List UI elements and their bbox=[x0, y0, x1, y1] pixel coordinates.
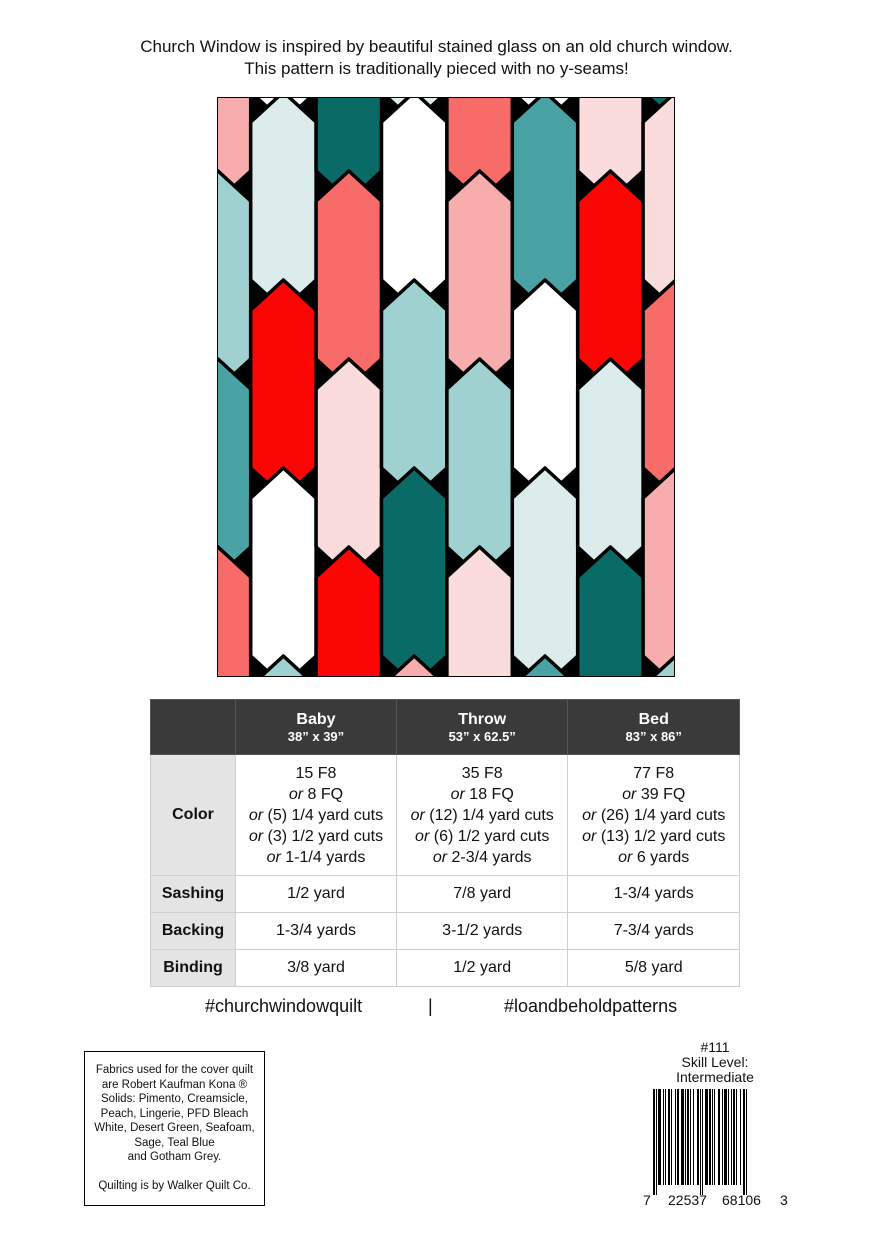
cell-line: or 6 yards bbox=[618, 848, 690, 866]
barcode-digit-group: 3 bbox=[780, 1192, 788, 1208]
row-label-binding: Binding bbox=[151, 950, 236, 987]
barcode-bar bbox=[728, 1089, 729, 1185]
hexagon-patch bbox=[316, 547, 381, 677]
intro-text bbox=[0, 36, 873, 80]
barcode-bar bbox=[722, 1089, 723, 1185]
fabric-line: Peach, Lingerie, PFD Bleach bbox=[100, 1107, 249, 1120]
barcode-bar bbox=[700, 1089, 701, 1195]
row-label-color: Color bbox=[151, 755, 236, 876]
barcode-bar bbox=[736, 1089, 737, 1185]
fabric-line: and Gotham Grey. bbox=[127, 1151, 222, 1163]
barcode-bar bbox=[677, 1089, 679, 1185]
table-row-sashing bbox=[151, 876, 740, 913]
barcode-bar bbox=[658, 1089, 661, 1185]
row-label-sashing: Sashing bbox=[151, 876, 236, 913]
hexagon-patch bbox=[643, 468, 675, 677]
cell-line: or 8 FQ bbox=[288, 785, 344, 803]
yardage-table bbox=[150, 699, 740, 987]
hexagon-patch bbox=[512, 98, 577, 310]
barcode-bar bbox=[724, 1089, 727, 1185]
hexagon-patch bbox=[316, 171, 381, 389]
barcode-bar bbox=[709, 1089, 711, 1185]
header-bed bbox=[568, 700, 740, 755]
header-baby bbox=[236, 700, 397, 755]
barcode-bar bbox=[702, 1089, 703, 1195]
cell-line: or 39 FQ bbox=[622, 785, 686, 803]
fabric-line: White, Desert Green, Seafoam, bbox=[94, 1122, 255, 1134]
table-cell: 7/8 yard bbox=[396, 876, 568, 913]
barcode-digit-group: 22537 bbox=[668, 1192, 707, 1208]
fabric-note-box bbox=[84, 1051, 265, 1206]
size-name: Throw bbox=[458, 711, 507, 728]
table-cell: 1-3/4 yards bbox=[568, 876, 740, 913]
hexagon-patch bbox=[578, 171, 643, 389]
size-dimensions: 38” x 39” bbox=[287, 729, 345, 744]
pattern-number: #111 bbox=[700, 1039, 730, 1055]
hexagon-patch bbox=[382, 280, 447, 498]
quilt-illustration bbox=[217, 97, 675, 677]
cell-line: or (3) 1/2 yard cuts bbox=[248, 827, 384, 845]
barcode-digit-group: 7 bbox=[643, 1192, 651, 1208]
table-cell: 1/2 yard bbox=[236, 876, 397, 913]
cell-line: or 1-1/4 yards bbox=[266, 848, 366, 866]
skill-level-value: Intermediate bbox=[676, 1069, 754, 1085]
table-row-backing bbox=[151, 913, 740, 950]
hexagon-patch bbox=[578, 547, 643, 677]
barcode-bar bbox=[653, 1089, 655, 1195]
barcode-bar bbox=[663, 1089, 664, 1185]
barcode-bar bbox=[675, 1089, 676, 1185]
yardage-header-row bbox=[151, 700, 740, 755]
cell-line: or (12) 1/4 yard cuts bbox=[410, 806, 554, 824]
size-dimensions: 83” x 86” bbox=[625, 729, 682, 744]
barcode-bar bbox=[693, 1089, 694, 1185]
quilting-credit: Quilting is by Walker Quilt Co. bbox=[98, 1179, 251, 1192]
cell-line: or (13) 1/2 yard cuts bbox=[582, 827, 726, 845]
barcode-bar bbox=[697, 1089, 699, 1185]
hexagon-patch bbox=[643, 280, 675, 498]
table-row-color bbox=[151, 755, 740, 876]
barcode-bar bbox=[740, 1089, 741, 1185]
hexagon-patch bbox=[382, 468, 447, 677]
hexagon-patch bbox=[447, 359, 512, 577]
header-blank-cell bbox=[151, 700, 236, 755]
cell-line: 15 F8 bbox=[295, 764, 337, 782]
barcode-bar bbox=[668, 1089, 670, 1185]
hexagon-patch bbox=[218, 547, 251, 677]
barcode-bar bbox=[743, 1089, 745, 1195]
hexagon-patch bbox=[512, 280, 577, 498]
barcode-bar bbox=[671, 1089, 672, 1185]
cell-line: or (5) 1/4 yard cuts bbox=[248, 806, 384, 824]
cell-line: 35 F8 bbox=[461, 764, 503, 782]
hexagon-patch bbox=[218, 171, 251, 389]
barcode-bar bbox=[665, 1089, 666, 1185]
barcode-bar bbox=[746, 1089, 747, 1195]
barcode-bar bbox=[712, 1089, 713, 1185]
barcode-bar bbox=[705, 1089, 708, 1185]
barcode-bar bbox=[718, 1089, 720, 1185]
table-cell: 3/8 yard bbox=[236, 950, 397, 987]
barcode-bar bbox=[731, 1089, 732, 1185]
fabric-line: Solids: Pimento, Creamsicle, bbox=[101, 1093, 248, 1105]
size-dimensions: 53” x 62.5” bbox=[448, 729, 516, 744]
table-cell: 7-3/4 yards bbox=[568, 913, 740, 950]
table-row-binding bbox=[151, 950, 740, 987]
hexagon-patch bbox=[316, 359, 381, 577]
cell-line: or 2-3/4 yards bbox=[432, 848, 532, 866]
quilt-hexagon-grid bbox=[218, 98, 675, 677]
table-cell: 1-3/4 yards bbox=[236, 913, 397, 950]
barcode-bar bbox=[690, 1089, 691, 1185]
intro-line-2: This pattern is traditionally pieced with no y-seams! bbox=[244, 59, 629, 78]
hexagon-patch bbox=[251, 98, 316, 310]
hashtag-church-window: #churchwindowquilt bbox=[205, 996, 363, 1016]
hexagon-patch bbox=[512, 468, 577, 677]
row-label-backing: Backing bbox=[151, 913, 236, 950]
barcode-bar bbox=[685, 1089, 686, 1185]
cell-line: or 18 FQ bbox=[450, 785, 514, 803]
skill-level-label: Skill Level: bbox=[681, 1054, 749, 1070]
cell-line: or (26) 1/4 yard cuts bbox=[582, 806, 726, 824]
hexagon-patch bbox=[643, 98, 675, 310]
barcode-bar bbox=[733, 1089, 735, 1185]
size-name: Baby bbox=[296, 711, 336, 728]
fabric-line: Fabrics used for the cover quilt bbox=[95, 1064, 254, 1076]
color-cell-throw bbox=[396, 755, 568, 876]
barcode-digit-group: 68106 bbox=[722, 1192, 761, 1208]
barcode-bar bbox=[687, 1089, 689, 1185]
table-cell: 5/8 yard bbox=[568, 950, 740, 987]
hashtag-lo-and-behold: #loandbeholdpatterns bbox=[504, 996, 678, 1016]
product-info bbox=[640, 1040, 790, 1085]
table-cell: 1/2 yard bbox=[396, 950, 568, 987]
hexagon-patch bbox=[447, 547, 512, 677]
color-cell-bed bbox=[568, 755, 740, 876]
hexagon-patch bbox=[251, 468, 316, 677]
barcode-graphic bbox=[653, 1089, 781, 1195]
hexagon-patch bbox=[218, 359, 251, 577]
table-cell: 3-1/2 yards bbox=[396, 913, 568, 950]
hexagon-patch bbox=[447, 171, 512, 389]
cell-line: or (6) 1/2 yard cuts bbox=[415, 827, 550, 845]
hexagon-patch bbox=[251, 280, 316, 498]
cell-line: 77 F8 bbox=[633, 764, 675, 782]
fabric-line: Sage, Teal Blue bbox=[134, 1136, 215, 1149]
header-throw bbox=[396, 700, 568, 755]
hexagon-patch bbox=[382, 98, 447, 310]
size-name: Bed bbox=[638, 711, 669, 728]
intro-line-1: Church Window is inspired by beautiful stained glass on an old church window. bbox=[140, 37, 733, 56]
barcode-bar bbox=[714, 1089, 715, 1185]
color-cell-baby bbox=[236, 755, 397, 876]
fabric-line: are Robert Kaufman Kona ® bbox=[101, 1078, 248, 1091]
hashtag-separator: | bbox=[428, 996, 433, 1016]
barcode-bar bbox=[681, 1089, 684, 1185]
barcode-bar bbox=[656, 1089, 657, 1195]
hexagon-patch bbox=[578, 359, 643, 577]
